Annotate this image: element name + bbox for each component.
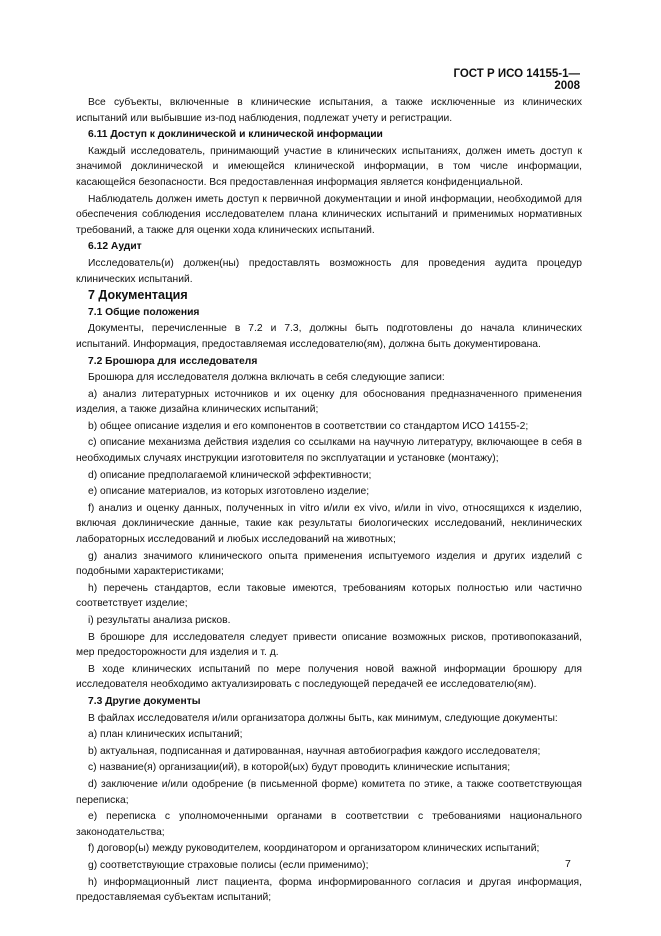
subsection-heading: 6.12 Аудит	[88, 241, 142, 253]
document-body	[76, 95, 582, 907]
subsection-heading: 6.11 Доступ к доклинической и клинической информации	[88, 129, 383, 141]
paragraph: b) общее описание изделия и его компонентов в соответствии со стандартом ИСО 14155-2;	[88, 420, 529, 432]
paragraph: e) описание материалов, из которых изготовлено изделие;	[88, 486, 370, 498]
paragraph: d) заключение и/или одобрение (в письменной форме) комитета по этике, а также соответствующая переписка;	[76, 778, 582, 806]
page-number: 7	[565, 858, 571, 870]
paragraph: b) актуальная, подписанная и датированная, научная автобиография каждого исследователя;	[88, 745, 541, 757]
paragraph: d) описание предполагаемой клинической эффективности;	[88, 469, 372, 481]
paragraph: g) анализ значимого клинического опыта применения испытуемого изделия и других изделий с подобными характеристиками;	[76, 550, 582, 578]
paragraph: g) соответствующие страховые полисы (если применимо);	[88, 859, 369, 871]
standard-header: ГОСТ Р ИСО 14155-1—2008	[453, 68, 580, 92]
paragraph: c) название(я) организации(ий), в которой(ых) будут проводить клинические испытания;	[88, 762, 511, 774]
paragraph: Исследователь(и) должен(ны) предоставлять возможность для проведения аудита процедур клинических испытаний.	[76, 257, 582, 285]
paragraph: Брошюра для исследователя должна включать в себя следующие записи:	[88, 372, 445, 384]
subsection-heading: 7.3 Другие документы	[88, 695, 201, 707]
paragraph: c) описание механизма действия изделия со ссылками на научную литературу, включающее в себя в необходимых случаях инструкции изготовителя по эксплуатации и установке (монтажу);	[76, 437, 582, 465]
paragraph: Документы, перечисленные в 7.2 и 7.3, должны быть подготовлены до начала клинических испытаний. Информация, предоставляемая исследователю(ям), должна быть документирована.	[76, 323, 582, 350]
subsection-heading: 7.1 Общие положения	[88, 306, 200, 318]
paragraph: h) информационный лист пациента, форма информированного согласия и другая информация, предоставляемая субъектам испытаний;	[76, 876, 582, 904]
subsection-heading: 7.2 Брошюра для исследователя	[88, 355, 258, 367]
paragraph: a) план клинических испытаний;	[88, 729, 243, 741]
paragraph: a) анализ литературных источников и их оценку для обоснования предназначенного применения изделия, а также дизайна клинических испытаний;	[76, 388, 582, 416]
paragraph: f) договор(ы) между руководителем, координатором и организатором клинических испытаний;	[88, 843, 540, 855]
paragraph: Все субъекты, включенные в клинические испытания, а также исключенные из клинических испытаний или выбывшие из-под наблюдения, подлежат учету и регистрации.	[76, 97, 582, 124]
paragraph: В ходе клинических испытаний по мере получения новой важной информации брошюру для исследователя необходимо актуализировать с последующей передачей ее исследователю(ям).	[76, 663, 582, 691]
paragraph: i) результаты анализа рисков.	[88, 615, 231, 626]
paragraph: Каждый исследователь, принимающий участие в клинических испытаниях, должен иметь доступ к значимой доклинической и имеющейся клинической информации, в том числе информации, касающейся безопасности. Вся предоставленная информация является конфиденциальной.	[76, 145, 582, 188]
paragraph: В брошюре для исследователя следует привести описание возможных рисков, противопоказаний, мер предосторожности для изделия и т. д.	[76, 631, 582, 659]
paragraph: В файлах исследователя и/или организатора должны быть, как минимум, следующие документы:	[88, 712, 558, 724]
section-heading: 7 Документация	[88, 288, 188, 303]
paragraph: h) перечень стандартов, если таковые имеются, требованиям которых полностью или частично соответствует изделие;	[76, 582, 582, 610]
paragraph: f) анализ и оценку данных, полученных in vitro и/или ex vivo, и/или in vivo, относящихся к изделию, включая доклинические данные, такие как результаты биологических исследований, неклинических лабораторных исследований и любых исследований на животных;	[76, 502, 582, 546]
paragraph: Наблюдатель должен иметь доступ к первичной документации и иной информации, необходимой для обеспечения соблюдения исследователем плана клинических испытаний и применимых нормативных требований, а также для оценки хода клинических испытаний.	[76, 193, 582, 236]
paragraph: e) переписка с уполномоченными органами в соответствии с требованиями национального законодательства;	[76, 811, 582, 838]
